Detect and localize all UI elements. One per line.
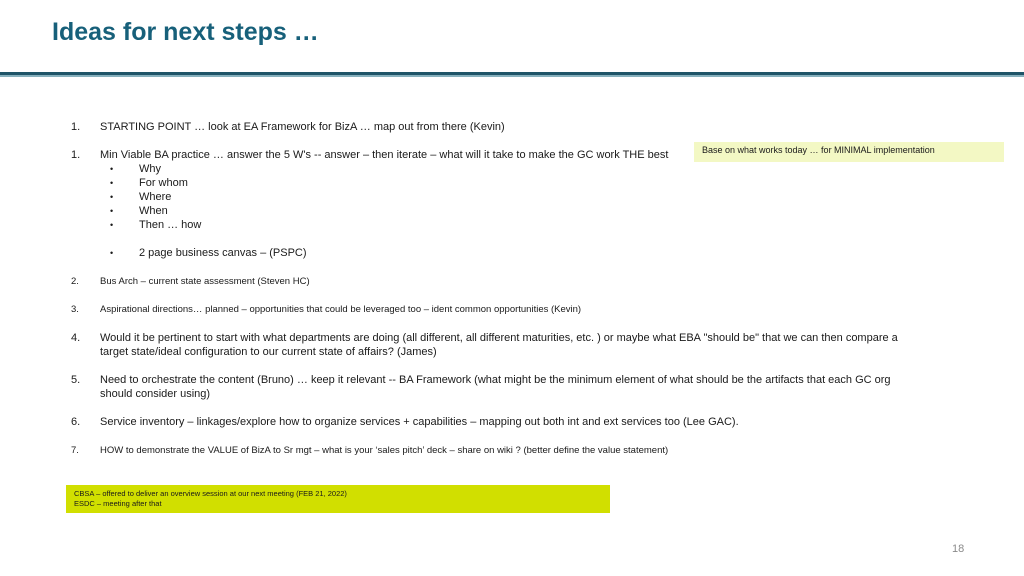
bullet-marker: • — [110, 248, 114, 258]
item-text: HOW to demonstrate the VALUE of BizA to Sr mgt – what is your ‘sales pitch’ deck – share on wiki ? (better define the value statement) — [100, 445, 669, 456]
highlight-box-line: ESDC – meeting after that — [74, 499, 162, 508]
title-divider-accent — [0, 75, 1024, 77]
item-number: 1. — [71, 121, 81, 133]
item-text: Aspirational directions… planned – opportunities that could be leveraged too – ident common opportunities (Kevin) — [100, 304, 582, 315]
item-text: Bus Arch – current state assessment (Steven HC) — [100, 276, 310, 287]
bullet-marker: • — [110, 178, 114, 188]
item-text-line: should consider using) — [100, 388, 211, 400]
page-title: Ideas for next steps … — [52, 18, 319, 46]
bullet-text: For whom — [139, 177, 188, 189]
highlight-box-line: CBSA – offered to deliver an overview session at our next meeting (FEB 21, 2022) — [74, 489, 347, 498]
item-number: 7. — [71, 445, 79, 456]
bullet-text: Why — [139, 163, 161, 175]
bullet-text: Then … how — [139, 219, 202, 231]
bullet-marker: • — [110, 206, 114, 216]
page-number: 18 — [952, 543, 965, 555]
item-text-line: Need to orchestrate the content (Bruno) … keep it relevant -- BA Framework (what might be the minimum element of what should be the artifacts that each GC org — [100, 374, 891, 386]
sticky-note-text: Base on what works today … for MINIMAL implementation — [702, 145, 935, 155]
bullet-text: When — [139, 205, 168, 217]
item-number: 4. — [71, 332, 81, 344]
highlight-box — [66, 485, 610, 513]
item-number: 1. — [71, 149, 81, 161]
item-text: STARTING POINT … look at EA Framework for BizA … map out from there (Kevin) — [100, 121, 505, 133]
item-number: 2. — [71, 276, 79, 287]
item-text-line: Would it be pertinent to start with what departments are doing (all different, all different maturities, etc. ) or maybe what EBA "should be" that we can then compare a — [100, 332, 898, 344]
item-number: 5. — [71, 374, 81, 386]
item-text: Service inventory – linkages/explore how to organize services + capabilities – mapping out both int and ext services too (Lee GAC). — [100, 416, 739, 428]
item-text: Min Viable BA practice … answer the 5 W's -- answer – then iterate – what will it take to make the GC work THE best — [100, 149, 669, 161]
canvas-bullet-text: 2 page business canvas – (PSPC) — [139, 247, 307, 259]
bullet-marker: • — [110, 192, 114, 202]
item-number: 6. — [71, 416, 81, 428]
bullet-text: Where — [139, 191, 172, 203]
item-text-line: target state/ideal configuration to our current state of affairs? (James) — [100, 346, 437, 358]
bullet-marker: • — [110, 220, 114, 230]
bullet-marker: • — [110, 164, 114, 174]
sticky-note — [694, 142, 1004, 162]
item-number: 3. — [71, 304, 79, 315]
